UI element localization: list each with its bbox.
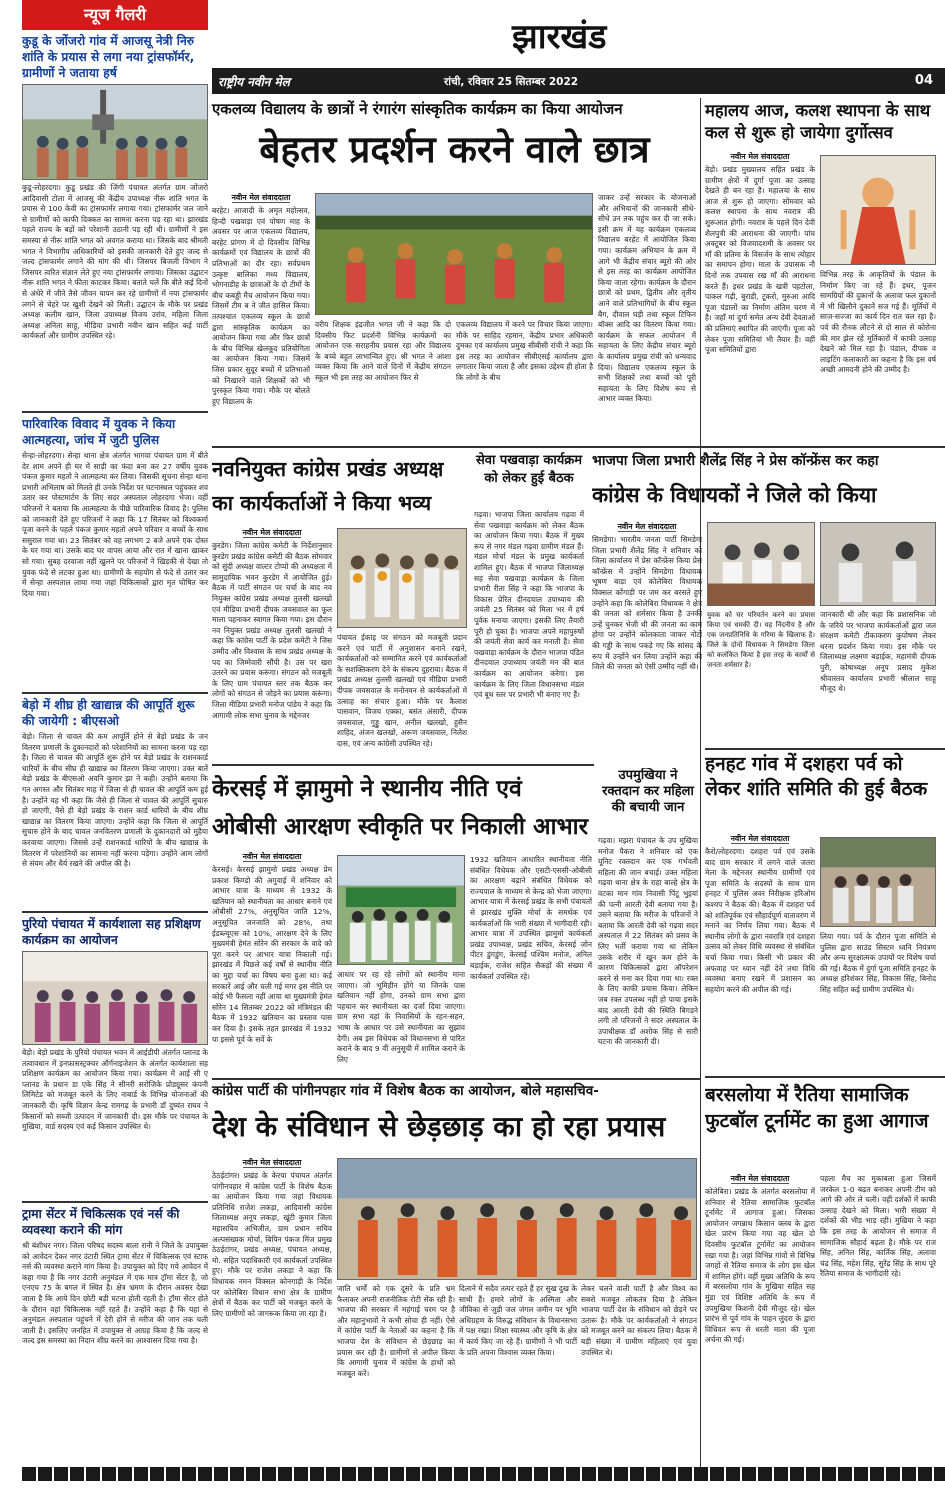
story5-headline: कांग्रेस के विधायकों ने जिले को किया (592, 483, 877, 507)
gallery-headline-4: पुरियो पंचायत में कार्यशाला सह प्रशिक्षण कार्यक्रम का आयोजन (22, 917, 201, 947)
gallery-story-5-text: श्री बंशीधर नगर। जिला परिषद सदस्य बाला रानी ने जिले के उपायुक्त को आवेदन देकर नगर उंटारी स्थित ट्रामा सेंटर में चिकित्सक एवं स्टाफ नर्स की व्यवस्था कराने मांग किया है। उपायुक्त को दिए गये आवेदन में कहा गया है कि नगर उंटारी अनुमंडल में एक मात्र ट्रॉमा सेंटर है, जो एनएच 75 के बगल में स्थित है। क्षेत्र भ्रमण के दौरान अवसर देखा जाता है कि आये दिन छोटी बड़ी घटना होती रहती है। ट्रॉमा सेंटर होते के दौरान वहां चिकित्सक नहीं रहते हैं। उन्होंने कहा है कि यहां से अनुमंडल अस्पताल पहुंचने में देरी होने से मरीज की जान तक चली जाती है। इसलिए जनहित में उपायुक्त से आग्रह किया है कि जल्द से जल्द इस समस्या का निदान शीघ्र करने का आश्वासन दिया गया है। (22, 1241, 208, 1346)
story5-col-1 (592, 522, 702, 757)
story9-text-1: ठेठईटांगर। प्रखंड के केरया पंचायत अंतर्गत पांगीनपहार में कांग्रेस पार्टी के विशेष बैठक का आयोजन किया गया जहां विधायक प्रतिनिधि राजेश लकड़ा, आदिवासी कांग्रेस जिलाध्यक्ष अनूप लकड़ा, खूंटी कुमार जिला महासचिव अभिजीत, ग्राम प्रधान सचिव अल्पसंख्यक मोर्चा, बिपिन पंकज मिंज प्रमुख ठेठईटांगर, प्रखंड अध्यक्ष, पंचायत अध्यक्ष, मो. सहित पदाधिकारी एवं कार्यकर्ता उपस्थित हुए। मौके पर राजेश लकड़ा ने कहा कि विधायक नमन विक्सल कोनगाड़ी के निर्देश पर कोलेबिरा विधान सभा क्षेत्र के ग्रामीण क्षेत्रों में बैठक कर पार्टी को मजबूत करने के लिए ग्रामीणों को जागरूक किया जा रहा है। (212, 1171, 332, 1318)
story9-byline: नवीन मेल संवाददाता (242, 1158, 302, 1167)
news-gallery-title: न्यूज गैलरी (22, 0, 208, 30)
story8-text-1: कैरो/लोहरदगा। दशहरा पर्व एवं उसके बाद ग्राम सरकार में लगने वाले जतरा मेला के मद्देनजर स्थानीय ग्रामीणों एवं पूजा समिति के सदस्यों के साथ ग्राम हनहट में पुलिस अवर निरीक्षक हरिओम कश्यप ने बैठक की। बैठक में दशहरा पर्व को शांतिपूर्वक एवं सौहार्दपूर्ण वातावरण में मनाने का निर्णय लिया गया। बैठक में स्थानीय लोगों के द्वारा नवरात्रि एवं दशहरा उत्सव को लेकर विधि व्यवस्था से संबंधित चर्चा किया गया। किसी भी प्रकार की अफवाह पर ध्यान नहीं देने तथा विधि व्यवस्था बनाए रखने में प्रशासन का सहयोग करने की अपील की गई। (705, 847, 815, 994)
story8-byline: नवीन मेल संवाददाता (730, 834, 790, 843)
gallery-story-4-text: बेड़ो। बेड़ो प्रखंड के पुरियो पंचायत भवन में आईडीपी अंतर्गत प्लानड के तत्वावधान में इनफ़ासस्ट्रक्चर ऑर्गनाइजेशन के अंतर्गत कार्यशाला सह प्रशिक्षण कार्यक्रम का आयोजन किया गया। कार्यक्रम में आई सी ए प्लानड के प्रधान डा एके सिंह ने सीनरी सरोजिके प्रोड्यूसर कंपनी लिमिटेड को मजबूत करने के लिए नाबार्ड के विभिन्न योजनाओं की जानकारी दी। कृषि विज्ञान केन्द्र रामगढ़ के प्रभारी डॉ दुष्यंत राघव ने किसानों को सब्जी उत्पादन में जानकारी दी। इस मौके पर पंचायत के मुखिया, वार्ड सदस्य एवं कई किसान उपस्थित थे। (22, 1048, 208, 1132)
story6-col-1 (212, 852, 332, 1087)
story8-headline: हनहट गांव में दशहरा पर्व को लेकर शांति समिति की हुई बैठक (705, 753, 928, 800)
story3-col-1 (212, 528, 332, 773)
gallery-story-1-text: कुडू-लोहरदगा। कुडू प्रखंड की जिंगी पंचायत अंतर्गत ग्राम जोंजरो आदिवासी टोला में आजसू की केंद्रीय उपाध्यक्ष नीरू शांति भगत के प्रयास से 100 केवी का ट्रांसफार्मर लगाया गया। ट्रांसफार्मर जल जाने से ग्रामीणों को काफी दिक्कत का सामना करना पड़ रहा था। झारखंड पहले राज्य के बड़ों को परेशानी उठानी पड़ रही थी। ग्रामीणों ने इस समस्या से नीरू शांति भगत को अवगत कराया था। जिसके बाद श्रीमती भगत ने विभागीय अधिकारियों को इसकी जानकारी देते हुए जल्द से जल्द ट्रांसफार्मर लगाने की मांग की थी। जिसपर बिजली विभाग ने जिसपर त्वरित संज्ञान लेते हुए नया ट्रांसफार्मर लगाया। जिसका उद्घाटन नीरू शांति भगत ने फीता काटकर किया। बताते चलें कि बीते कई दिनों से अंधेरे में जीने तैसे जीवन यापन कर रहे ग्रामीणों में नया ट्रांसफार्मर लगने से चेहरे पर खुशी देखने को मिली। उद्घाटन के मौके पर प्रखंड अध्यक्ष कलीम खान, जिला उपाध्यक्ष विजय उरांव, महिला जिला अध्यक्ष अनिता साहू, मीडिया प्रभारी नवीन खान सहित कई पार्टी कार्यकर्ता और ग्रामीण उपस्थित रहे। (22, 183, 208, 341)
story1-photo (315, 193, 593, 315)
story10-text-2: पहला मैच का मुकाबला हुआ जिसमें जरकेल 1-0 बढ़त बनाकर अपनी टीम को आगे की ओर ले चली। वहीं दर्शकों में काफी उत्साह देखने को मिला। भारी संख्या में दर्शकों की भीड़ भाड़ रही। मुखिया ने कहा कि इस तरह के आयोजन से समाज में सामाजिक सौहार्द बढ़ता है। मौके पर राज सिंह, अनिल सिंह, कार्तिक सिंह, अलावा चंद्र सिंह, महेश सिंह, सुरेंद्र सिंह के साथ पूरे रैतिया समाज के भागीदारी रहे। (820, 1174, 936, 1279)
story1-col-4 (598, 193, 696, 441)
story2-kicker: महालय आज, कलश स्थापना के साथ कल से शुरू हो जायेगा दुर्गोत्सव (705, 101, 931, 142)
story5-text-1: सिमडेगा। भारतीय जनता पार्टी सिमडेगा जिला प्रभारी शैलेंद्र सिंह ने शनिवार को जिला कार्यालय में प्रेस कॉन्फ्रेंस किया प्रेस कॉन्फ्रेंस में उन्होंने सिमडेगा विधायक भूषण बाड़ा एवं कोलेबिरा विधायक विक्सल कोंगाड़ी पर जम कर बरसते हुए उन्होंने कहा कि कोलेबिरा विधायक ने क्षेत्र की जनता को शर्मसार किया है उनकी उन्हें चुनकर भेजी थी की जनता का काम होगा पर उन्होंने कोलकाता जाकर नोटों की गड्डी के साथ पकड़े गए कि सांसद के रूप में उन्होंने धन लिया उन्होंने कहा की जिले की जनता को ऐसी उम्मीद नहीं थी। (592, 535, 702, 672)
story5-kicker: भाजपा जिला प्रभारी शैलेंद्र सिंह ने प्रेस कॉन्फ्रेंस कर कहा (592, 453, 879, 469)
gallery-headline-1: कुडू के जोंजरो गांव में आजसू नेत्री निरु शांति के प्रयास से लगा नया ट्रांसफॉर्मर, ग्रामीणों ने जताया हर्ष (22, 34, 195, 80)
story6-byline: नवीन मेल संवाददाता (242, 852, 302, 861)
story9-text-2: जाति धर्मों को एक दूसरे के प्रति भ्रम फैलाकर अपनी राजनीतिक रोटी सेंक रही है। भाजपा की सरकार में महंगाई चरम पर है और महानुभावों ने कभी सोचा ही नहीं। ऐसे में कांग्रेस पार्टी के नेताओं का कहना है कि भाजपा देश के संविधान से छेड़छाड़ का प्रयास कर रही है। ग्रामीणों से अपील किया कि आगामी चुनाव में कांग्रेस के हाथों को मजबूत करें। (337, 1284, 455, 1378)
story6-headline: केरसई में झामुमो ने स्थानीय नीति एवं ओबीसी आरक्षण स्वीकृति पर निकाली आभार (212, 776, 589, 840)
story8-col-1 (705, 834, 815, 1075)
page-number: 04 (914, 73, 933, 88)
story3-text-1: कुरडेग। जिला कांग्रेस कमेटी के निर्देशानुसार कुरडेग प्रखंड कांग्रेस कमेटी की बैठक सोमवार को सुंदी अध्यक्ष वाल्टर टोप्पो की अध्यक्षता में सामुदायिक भवन कुरडेग में आयोजित हुई। बैठक में पार्टी संगठन पर चर्चा के बाद नव नियुक्त कांग्रेस प्रखंड अध्यक्ष तुलसी खलखो एवं मीडिया प्रभारी दीपक जयसवाल का फूल माला पहनाकर स्वागत किया गया। इस दौरान नव नियुक्त प्रखंड अध्यक्ष तुलसी खलखो ने कहा कि कांग्रेस पार्टी के प्रदेश कमेटी ने जिस उम्मीद और विश्वास के साथ प्रखंड अध्यक्ष के पद का जिम्मेवारी सौंपी है। उस पर खरा उतरने का प्रयास करूंगा। संगठन को मजबूती के लिए ग्राम पंचायत स्तर तक बैठक कर लोगों को संगठन से जोड़ने का प्रयास करूंगा। जिला मीडिया प्रभारी मनोज पांडेय ने कहा कि आगामी लोक सभा चुनाव के मद्देनजर (212, 541, 332, 720)
story2-byline: नवीन मेल संवाददाता (730, 152, 790, 161)
story5-photo-2 (820, 522, 936, 606)
story8-text-2: लिया गया। पर्व के दौरान पूजा समिति से पुलिस द्वारा साउंड सिस्टम ध्वनि नियंत्रण और अन्य सुरक्षात्मक उपायों पर विशेष चर्चा की गई। बैठक में दुर्गा पूजा समिति हनहट के अध्यक्ष हरिशंकर सिंह, विकास सिंह, बिनोद सिंह सहित कई ग्रामीण उपस्थित थे। (820, 932, 936, 994)
story9-photo (337, 1158, 697, 1280)
story5-byline: नवीन मेल संवाददाता (617, 522, 677, 531)
story10-byline: नवीन मेल संवाददाता (730, 1174, 790, 1183)
story6-text-1: केरसई। केरसई झामुमो प्रखंड अध्यक्ष प्रेम प्रकाश किण्डो की अगुवाई में शनिवार को आभार यात्रा के माध्यम से 1932 के खतियान को स्थानीयता का आधार बनाने एवं ओबीसी 27%, अनुसूचित जाति 12%, अनुसूचित जनजाति को 28%, तथा ईडब्ल्यूएस को 10%, आरक्षण देने के लिए मुख्यमंत्री हेमंत सोरेन की सरकार के वादे को पूरा करने पर आभार यात्रा निकाली गई। झारखंड में पिछले कई वर्षों से स्थानीय नीति का मुद्दा चर्चा का विषय बना हुआ था। कई सरकारें आई और चली गई मगर इस नीति पर कोई भी फैसला नहीं आया था मुख्यमंत्री हेमंत सोरेन 14 सितम्बर 2022 को मंत्रिमंडल की बैठक में 1932 खतियान का प्रस्ताव पास कर दिया है। इसके तहत झारखंड में 1932 या इससे पूर्व के सर्वे के (212, 865, 332, 1044)
gallery-headline-2: पारिवारिक विवाद में युवक ने किया आत्महत्या, जांच में जुटी पुलिस (22, 417, 176, 447)
story1-kicker: एकलव्य विद्यालय के छात्रों ने रंगारंग सांस्कृतिक कार्यक्रम का किया आयोजन (212, 100, 623, 118)
story5-photo-1 (707, 522, 815, 606)
story5-text-2: जानकारी थी और कहा कि प्रशासनिक जो के जरिये पर भाजपा कार्यकर्ताओं द्वारा जल संरक्षण कमेटी टीकाकरण कुपोषण लेकर धरना प्रदर्शन किया गया। इस मौके पर जिलाध्यक्ष लक्ष्मण बड़ाईक, महामंत्री दीपक पुरी, कोषाध्यक्ष अनूप प्रसाद मुकेश श्रीवास्तव कार्यालय प्रभारी श्रीलाल साहू मौजूद थे। (820, 610, 936, 694)
story3-headline: नवनियुक्त कांग्रेस प्रखंड अध्यक्ष का कार्यकर्ताओं ने किया भव्य (212, 457, 444, 515)
gallery-headline-3: बेड़ो में शीघ्र ही खाद्यान्न की आपूर्ति शुरू की जायेगी : बीएसओ (22, 698, 195, 728)
masthead (212, 0, 945, 95)
gallery-photo-2 (22, 951, 208, 1045)
story9-text-3: दिलाने में सदैव तत्पर रहते हैं हर सुख दुख के साथी हैं। हमारे लोगों के अस्मिता और जीविका से जुड़ी जल जंगल जमीन पर भूमि अधिग्रहण के विरुद्ध संविधान के विधानसभा में पक्ष रखा। शिक्षा स्वास्थ्य और कृषि के क्षेत्र में कार्य किए जा रहे हैं। ग्रामीणों ने भी पार्टी के प्रति अपना विश्वास व्यक्त किया। (459, 1284, 577, 1357)
story10-text-1: कोलेबिरा। प्रखंड के अंतर्गत बरसलोया में शनिवार से रैतिया सामाजिक फुटबॉल टूर्नामेंट में आगाज हुआ। जिसका आयोजन जगन्नाथ किसान क्लब के द्वारा खेल प्रारंभ किया गया वह खेल दो दिवसीय फुटबॉल टूर्नामेंट का आयोजन रखा गया है। जहां विभिन्न गांवों से विभिन्न जगहों से रैतिया समाज के लोग इस खेल में शामिल होंगे। वहीं मुख्य अतिथि के रूप में बरसलोया गांव के मुखिया सहित सह मुंडा एवं विशिष्ट अतिथि के रूप में उपमुखिया किशनी देवी मौजूद रहे। खेल प्रारंभ से पूर्व गांव के पाहन लुंदरा के द्वारा विधिवत रूप से धरती माता की पूजा अर्चना की गई। (705, 1187, 815, 1345)
story2-text-1: बेड़ो। प्रखंड मुख्यालय सहित प्रखंड के ग्रामीण क्षेत्रों में दुर्गा पूजा का उत्साह देखते ही बन रहा है। महालया के साथ आज से शुरू हो जाएगा। सोमवार को कलश स्थापना के साथ नवरात्र की शुरूआत होगी। नवरात्र के पहले दिन देवी शैलपुत्री की आराधना की जाएगी। पांच अक्टूबर को विजयादशमी के अवसर पर माँ की प्रतिमा के विसर्जन के साथ त्योहार का समापन होगा। माता के उपासक नौ दिनों तक उपवास रख माँ की आराधना करते हैं। इधर प्रखंड के खत्री पहटोला, पाकल गढ़ी, बुराडी, टूकरो, मुरुआ आदि पूजा पंडालों का निर्माण अंतिम चरण में है। जहाँ मां दुर्गा समेत अन्य देवी देवताओं की प्रतिमाएं स्थापित की जाएंगी। पूजा को लेकर पूजा समितियां भी तैयार हैं। वहीं पूजा समितियों द्वारा (705, 165, 815, 355)
story2-col-1 (705, 152, 815, 455)
gallery-story-2-text: सेन्हा-लोहरदगा। सेन्हा थाना क्षेत्र अंतर्गत भागवा पंचायत ग्राम में बीते देर शाम अपने ही घर में साड़ी का फंदा बना कर 27 वर्षीय युवक पंकज कुमार महतो ने आत्महत्या कर लिया। जिसकी सूचना सेन्हा थाना प्रभारी अभिलाष को मिलते ही उनके निर्देश पर घटनास्थल पहुंचकर शव उतार कर पोस्टमार्टम के लिए सदर अस्पताल लोहरदगा भेजा। वहीं परिजनों ने बताया कि आत्महत्या के पीछे पारिवारिक विवाद है। पुलिस को जानकारी देते हुए परिजनों ने कहा कि 17 सितंबर को विश्वकर्मा पूजा करने के पहले पंकज कुमार महतो अपने परिवार व बच्चों के साथ ससुराल गया था। 23 सितंबर को वह लगभग 2 बजे अपने एक दोस्त के घर गया था। उसके बाद घर वापस आया और रात में खाना खाकर सो गया। सुबह दरवाजा नहीं खुलने पर परिजनों ने खिड़की से देखा तो युवक फंदे से लटका हुआ था। ग्रामीणों के सहयोग से फंदे से उतार कर में सेन्हा अस्पताल लाया गया जहां चिकित्सकों द्वारा मृत घोषित कर दिया गया। (22, 451, 208, 598)
story1-text-3: एकलव्य विद्यालय में करने पर विचार किया जाएगा। मौके पर साहिद रहमान, केंद्रीय प्रभार अधिकारी दुमका एवं कार्यालय प्रमुख सीबीसी रांची ने कहा कि इस तरह का आयोजन सीबीएसई कार्यालय द्वारा लगातार किया जाता है और इसका उद्देश्य ही होता है कि लोगों के बीच (456, 320, 593, 382)
story7-text-1: गढ़वा। मझरा पंचायत के उप मुखिया मनोज पैकरा ने शनिवार को एक यूनिट रक्तदान कर एक गर्भवती महिला की जान बचाई। उक्त महिला गढ़वा थाना क्षेत्र के राहा बाल्हे क्षेत्र के वटका मान गांव निवासी पिंटू भुइयां की पत्नी आरती देवी बताया गया है। उसने बताया कि मरीज के परिजनों ने बताया कि आरती देवी को गढ़वा सदर अस्पताल में 22 सितंबर को प्रसव के लिए भर्ती कराया गया था लेकिन उसके शरीर में खून कम होने के कारण चिकित्सकों द्वारा ऑपरेशन करने से मना कर दिया गया था। रक्त के लिए काफी प्रयास किया। लेकिन जब रक्त उपलब्ध नहीं हो पाया इसके बाद आरती देवी की स्थिति बिगड़ने लगी तो परिजनों ने सदर अस्पताल के उपाधीक्षक डॉ अशोक सिंह से सारी घटना की जानकारी दी। (598, 836, 698, 1047)
paper-name: राष्ट्रीय नवीन मेल (218, 75, 290, 89)
story10-col-1 (705, 1174, 815, 1461)
story2-text-2: विभिन्न तरह के आकृतियों के पंडाल के निर्माण किए जा रहे हैं। इधर, पूजन सामग्रियों की दुकानों के अलावा फल दुकानों में भी खिलौने दुकानें सज गई हैं। मूर्तियों में साज-सज्जा का कार्य दिन रात चल रहा है। पर्व की रौनक लौटने से दो साल से कोरोना की मार झेल रहे मूर्तिकारों में काफी उत्साह देखने को मिल रहा है। पंडाल, दीपक व लाइटिंग कलाकारों का कहना है कि इस वर्ष अच्छी आमदनी होने की उम्मीद है। (820, 270, 936, 375)
dateline: रांची, रविवार 25 सितम्बर 2022 (444, 76, 579, 88)
story7-headline: उपमुखिया ने रक्तदान कर महिला की बचायी जान (602, 768, 694, 815)
story1-text-1: बरहेट। आजादी के अमृत महोत्सव, हिन्दी पखवाड़ा एवं पोषण माह के अवसर पर आज एकलव्य विद्यालय, बरहेट प्रांगण में दो दिवसीय विभिन्न कार्यक्रमों एवं विद्यालय के छात्रों की प्रतिभाओं का दौर रहा। सर्वप्रथम उत्कृष्ट बालिका मध्य विद्यालय, भोगनाडीह के छात्राओं के दो टीमों के बीच कबड्डी मैच आयोजन किया गया। जिसमें टीम ब ने जीत हासिल किया। तत्पश्चात एकलव्य स्कूल के छात्रों द्वारा सांस्कृतिक कार्यक्रम का आयोजन किया गया और फिर छात्रों के बीच विभिन्न खेलकूद प्रतियोगिता का आयोजन किया गया। जिसमें जिस प्रकार सुदूर बच्चों में प्रतिभाओं को निखारने वाले शिक्षकों को भी पुरस्कृत किया गया। मौके पर बोलते हुए विद्यालय के (212, 206, 310, 406)
story8-photo (820, 837, 936, 927)
story2-photo (820, 155, 936, 265)
story4-text-1: गढ़वा। भाजपा जिला कार्यालय गढ़वा में सेवा पखवाड़ा कार्यक्रम को लेकर बैठक का आयोजन किया गया। बैठक में मुख्य रूप से नगर मंडल गढ़वा ग्रामीण मंडल हैं। मंडल मोर्चा मंडल के प्रमुख कार्यकर्ता शामिल हुए। बैठक में भाजपा जिलाध्यक्ष सह सेवा पखवाड़ा कार्यक्रम के जिला प्रभारी रीता सिंह ने कहा कि भाजपा के विकास प्रेरित दीनदयाल उपाध्याय की जयंती 25 सितंबर को मिला भर में हर्ष पूर्वक मनाया जाएगा। इसकी लिए तैयारी पूरी हो चुका है। भाजपा अपने महापुरुषों की जयंती सेवा कार्य कर मनाती है। सेवा पखवाड़ा कार्यक्रम के दौरान भाजपा पंडित दीनदयाल उपाध्याय जयंती मन की बात कार्यक्रम का आयोजन करेगा। इस कार्यक्रम के लिए जिला विधानसभा मंडल एवं बूथ स्तर पर प्रभारी भी बनाए गए हैं। (474, 510, 584, 700)
story9-headline: देश के संविधान से छेड़छाड़ का हो रहा प्रयास (212, 1110, 666, 1143)
story1-byline: नवीन मेल संवाददाता (231, 193, 291, 202)
story6-text-3: 1932 खतियान आधारित स्थानीयता नीति संबंधित विधेयक और एसटी-एससी-ओबीसी का आरक्षण बढ़ाने संबंधित विधेयक को राज्यपाल के माध्यम से केन्द्र को भेजा जाएगा। आभार यात्रा में केरसई प्रखंड के सभी पंचायतों से झारखंड मुक्ति मोर्चा के समर्थक एवं कार्यकर्ताओं कि भारी संख्या में भागीदारी रही। आभार यात्रा में उपस्थित झामुमो कार्यकर्ता प्रखंड उपाध्यक्ष, प्रखंड सचिव, केरसई जोन पीटर डुंगडुंग, केरसई पश्चिम मनोज, अनिल बड़ाईक, राजेश सहित सैकड़ों की संख्या में कार्यकर्ता उपस्थित रहे। (470, 855, 592, 981)
news-gallery-column (22, 0, 208, 1470)
story3-text-2: पंचायत ईकाइ पर संगठन को मजबूती प्रदान करने एवं पार्टी में अनुशासन बनाने रखने, कार्यकर्ताओं को सम्मानित करने एवं कार्यकर्ताओं के सशक्तिकरण देने के संकल्प दुहराया। बैठक में प्रखंड अध्यक्ष तुलसी खलखो एवं मीडिया प्रभारी दीपक जयसवाल के मनोनयन से कार्यकर्ताओं में उत्साह का संचार हुआ। मौके पर कैलाश पासवान, विजय एक्का, बसंत अंसारी, दीपक जयसवाल, गुड्डु खान, अनील खलखो, हुसैन शाहिद, अंजन खलखो, अरूण जयसवाल, निलेश दास, एवं अन्य कांग्रेसी उपस्थित रहे। (337, 633, 467, 748)
story3-photo (337, 528, 467, 628)
gallery-photo-1 (22, 84, 208, 180)
story9-col-1 (212, 1158, 332, 1461)
story9-text-4: लेकर चलने वाली पार्टी है और विश्व का सबसे मजबूत लोकतंत्र दिया है लेकिन भाजपा पार्टी देश के संविधान को छेड़ने पर उतारू है। मौके पर कार्यकर्ताओं ने संगठन को मजबूत करने का संकल्प लिया। बैठक में बड़ी संख्या में ग्रामीण महिलाएं एवं युवा उपस्थित थे। (581, 1284, 697, 1357)
story1-text-2: वरीय शिक्षक इंद्रजीत भगत जी ने कहा कि दो दिवसीय फिट प्रदर्शनी विभिन्न कार्यक्रमों का आयोजन एक सराहनीय प्रयास रहा और विद्यालय के बच्चे बहुत लाभान्वित हुए। श्री भगत ने आशा व्यक्त किया कि आने वाले दिनों में केंद्रीय संगठन स्कूल भी इस तरह का आयोजन फिर से (315, 320, 451, 382)
story3-byline: नवीन मेल संवाददाता (242, 528, 302, 537)
story1-headline: बेहतर प्रदर्शन करने वाले छात्र (259, 128, 650, 171)
story10-headline: बरसलोया में रैतिया सामाजिक फुटबॉल टूर्नामेंट का हुआ आगाज (705, 1084, 929, 1132)
story6-text-2: आधार पर रह रहे लोगों को स्थानीय माना जाएगा। जो भूमिहीन होंगे या जिनके पास खतियान नहीं होगा, उनको ग्राम सभा द्वारा पहचान कर स्थानीयता का दर्जा दिया जाएगा। ग्राम सभा यहां के निवासियों के रहन-सहन, भाषा के आधार पर उसे स्थानीयता का सुझाव देगी। अब इस विधेयक को विधानसभा से पारित कराने के बाद 9 वीं अनुसूची में शामिल कराने के लिए (337, 970, 465, 1064)
section-title: झारखंड (512, 17, 607, 57)
story4-headline: सेवा पखवाड़ा कार्यक्रम को लेकर हुई बैठक (475, 453, 583, 486)
gallery-headline-5: ट्रामा सेंटर में चिकित्सक एवं नर्स की व्यवस्था कराने की मांग (22, 1207, 180, 1237)
story1-text-4: जाकर उन्हें सरकार के योजनाओं और अभियानों की जानकारी सीधे-सीधे उन तक पहुंच कर दी जा सके। इसी क्रम में यह कार्यक्रम एकलव्य विद्यालय बरहेट में आयोजित किया गया। कार्यक्रम अभियान के क्रम में आगे भी केंद्रीय संचार ब्यूरो की ओर से इस तरह का कार्यक्रम आयोजित किया जाता रहेगा। कार्यक्रम के दौरान छात्रों को प्रथम, द्वितीय और तृतीय आने वाले प्रतिभागियों के बीच स्कूल बैग, दीवाल घड़ी तथा स्कूल टिफिन बॉक्स आदि का वितरण किया गया। कार्यक्रम के सफल आयोजन में सहायता के लिए केंद्रीय संचार ब्यूरो के कार्यालय प्रमुख रांची को धन्यवाद दिया। विद्यालय एकलव्य स्कूल के सभी शिक्षकों तथा बच्चों को पूरी सहायता के लिए विशेष रूप से आभार व्यक्त किया। (598, 193, 696, 404)
gallery-story-3-text: बेड़ो। जिला से चावल की कम आपूर्ति होने से बेड़ो प्रखंड के जन वितरण प्रणाली के दुकानदारों को परेशानियों का सामना करना पड़ रहा है। जिला से चावल की आपूर्ति शुरू होने पर बेड़ो प्रखंड के राशनकार्ड धारियों के बीच सीघ्र ही खाद्यान्न का वितरण किया जाएगा। उक्त बातें बेड़ो प्रखंड के बीएसओ अवनि कुमार झा ने कही। उन्होंने बताया कि गत अगस्त और सितंबर माह में जिला से ही चावल की आपूर्ति कम हुई है। उन्होंने यह भी कहा कि जैसे ही जिला से चावल की आपूर्ति सुचारु हो जाएगी, वैसे ही बेड़ो प्रखंड के राशन कार्ड धारियों के बीच शीघ्र खाद्यान्न का वितरण किया जाएगा। उन्होंने कहा कि जिला से आपूर्ति सुचारु होने के बाद चावल जनवितरण प्रणाली के दुकानदारों को मुहैया करवाया जाएगा। जिससे उन्हें राशनकार्ड धारियों के बीच खाद्यान्न के वितरण में परेशानियों का सामना नहीं करना पड़ेगा। उन्होंने आम लोगों से संयम और धैर्य रखने की अपील की है। (22, 732, 208, 869)
masthead-band (212, 68, 945, 94)
footer-band (22, 1467, 945, 1481)
story9-kicker: कांग्रेस पार्टी की पांगीनपहार गांव में विशेष बैठक का आयोजन, बोले महासचिव- (212, 1083, 599, 1099)
story1-col-1 (212, 193, 310, 454)
story6-photo (337, 855, 465, 965)
story5-caption: युवक को घर परिवर्तन करने का प्रयास किया एवं धमकी दी। यह निंदनीय है और एक जनप्रतिनिधि के गरिमा के खिलाफ है। जिले के दोनों विधायक ने सिमडेगा जिला को कलंकित किया है इस तरह के कार्यों से जनता शर्मसार है। (707, 611, 815, 669)
column-divider (700, 98, 701, 1468)
